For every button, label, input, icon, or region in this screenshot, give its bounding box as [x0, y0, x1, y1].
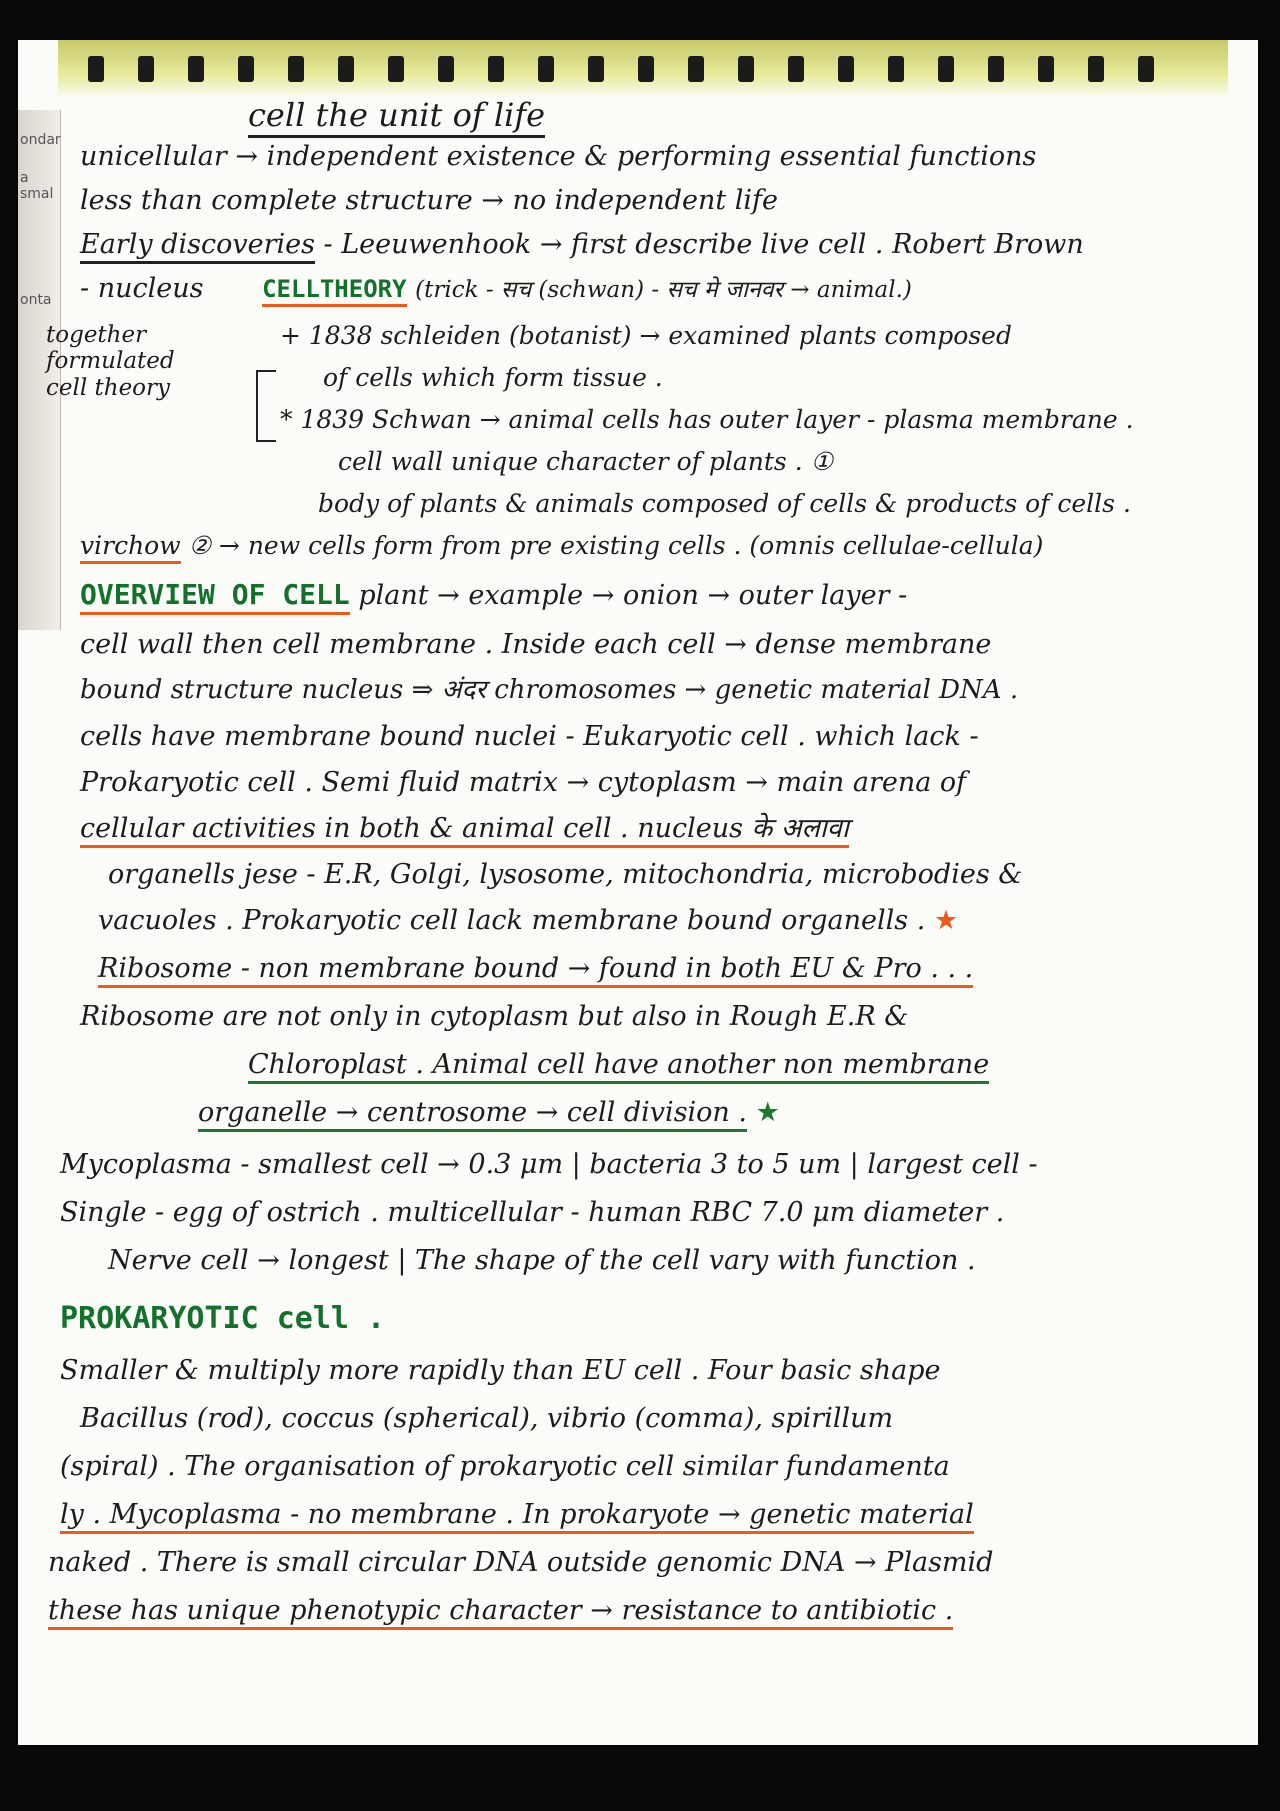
note-line: of cells which form tissue . [323, 363, 663, 392]
note-line: bound structure nucleus ⇒ अंदर chromosomes → genetic material DNA . [80, 675, 1019, 705]
note-line: - nucleus CELLTHEORY (trick - सच (schwan) - सच मे जानवर → animal.) [80, 274, 912, 304]
note-line: cellular activities in both & animal cell . nucleus के अलावा [80, 814, 849, 844]
note-line: these has unique phenotypic character → resistance to antibiotic . [48, 1596, 953, 1626]
note-line: cell wall then cell membrane . Inside each cell → dense membrane [80, 629, 992, 660]
binding-hole [88, 56, 104, 82]
cell-theory-heading: CELLTHEORY [262, 275, 407, 307]
note-line: OVERVIEW OF CELL plant → example → onion → outer layer - [80, 580, 907, 611]
binding-hole [238, 56, 254, 82]
page-title: cell the unit of life [248, 98, 545, 133]
note-line: Prokaryotic cell . Semi fluid matrix → cytoplasm → main arena of [80, 767, 967, 798]
binding-hole [338, 56, 354, 82]
note-line: less than complete structure → no independent life [80, 185, 779, 216]
star-icon: ★ [755, 1097, 780, 1128]
note-line: cells have membrane bound nuclei - Eukaryotic cell . which lack - [80, 721, 979, 752]
note-line: organelle → centrosome → cell division . ★ [198, 1098, 780, 1128]
binding-hole [138, 56, 154, 82]
note-line: Smaller & multiply more rapidly than EU cell . Four basic shape [60, 1355, 941, 1386]
binding-hole [838, 56, 854, 82]
binding-hole [1088, 56, 1104, 82]
note-line: vacuoles . Prokaryotic cell lack membrane bound organells . ★ [98, 905, 959, 936]
note-line: Chloroplast . Animal cell have another non membrane [248, 1050, 989, 1080]
note-line: + 1838 schleiden (botanist) → examined plants composed [280, 321, 1012, 350]
note-line: Nerve cell → longest | The shape of the cell vary with function . [108, 1245, 976, 1276]
note-line: * 1839 Schwan → animal cells has outer layer - plasma membrane . [280, 405, 1134, 434]
overview-heading: OVERVIEW OF CELL [80, 578, 350, 615]
note-line: Bacillus (rod), coccus (spherical), vibrio (comma), spirillum [80, 1403, 894, 1434]
note-line: Ribosome - non membrane bound → found in both EU & Pro . . . [98, 954, 973, 984]
binding-hole [738, 56, 754, 82]
note-line: Mycoplasma - smallest cell → 0.3 μm | bacteria 3 to 5 um | largest cell - [60, 1149, 1038, 1180]
binding-hole [388, 56, 404, 82]
binding-hole [188, 56, 204, 82]
note-line: virchow ② → new cells form from pre existing cells . (omnis cellulae-cellula) [80, 532, 1043, 560]
note-line: organells jese - E.R, Golgi, lysosome, mitochondria, microbodies & [108, 859, 1023, 890]
note-line: Early discoveries - Leeuwenhook → first describe live cell . Robert Brown [80, 230, 1084, 260]
note-line: Single - egg of ostrich . multicellular - human RBC 7.0 μm diameter . [60, 1197, 1005, 1228]
bracket [256, 370, 276, 442]
binding-hole [438, 56, 454, 82]
star-icon: ★ [933, 905, 959, 936]
binding-hole [938, 56, 954, 82]
binding-hole [488, 56, 504, 82]
note-line: body of plants & animals composed of cells & products of cells . [318, 489, 1131, 518]
binding-hole [788, 56, 804, 82]
spiral-binding [58, 40, 1228, 98]
note-line: unicellular → independent existence & performing essential functions [80, 141, 1037, 172]
binding-hole [1138, 56, 1154, 82]
note-line: naked . There is small circular DNA outside genomic DNA → Plasmid [48, 1547, 994, 1578]
binding-hole [638, 56, 654, 82]
note-line: cell wall unique character of plants . ① [338, 447, 834, 476]
note-line: ly . Mycoplasma - no membrane . In prokaryote → genetic material [60, 1500, 974, 1530]
margin-text-3: onta [20, 292, 52, 308]
binding-hole [1038, 56, 1054, 82]
notebook-page [18, 40, 1258, 1745]
left-note: together formulated cell theory [46, 322, 175, 401]
binding-hole [588, 56, 604, 82]
note-line: (spiral) . The organisation of prokaryotic cell similar fundamenta [60, 1451, 950, 1482]
binding-hole [888, 56, 904, 82]
margin-text-1: ondar [20, 132, 61, 148]
binding-hole [988, 56, 1004, 82]
note-line: Ribosome are not only in cytoplasm but also in Rough E.R & [80, 1001, 909, 1032]
margin-text-2: a smal [20, 170, 54, 202]
binding-hole [688, 56, 704, 82]
prokaryotic-heading: PROKARYOTIC cell . [60, 1301, 386, 1336]
binding-hole [538, 56, 554, 82]
binding-hole [288, 56, 304, 82]
